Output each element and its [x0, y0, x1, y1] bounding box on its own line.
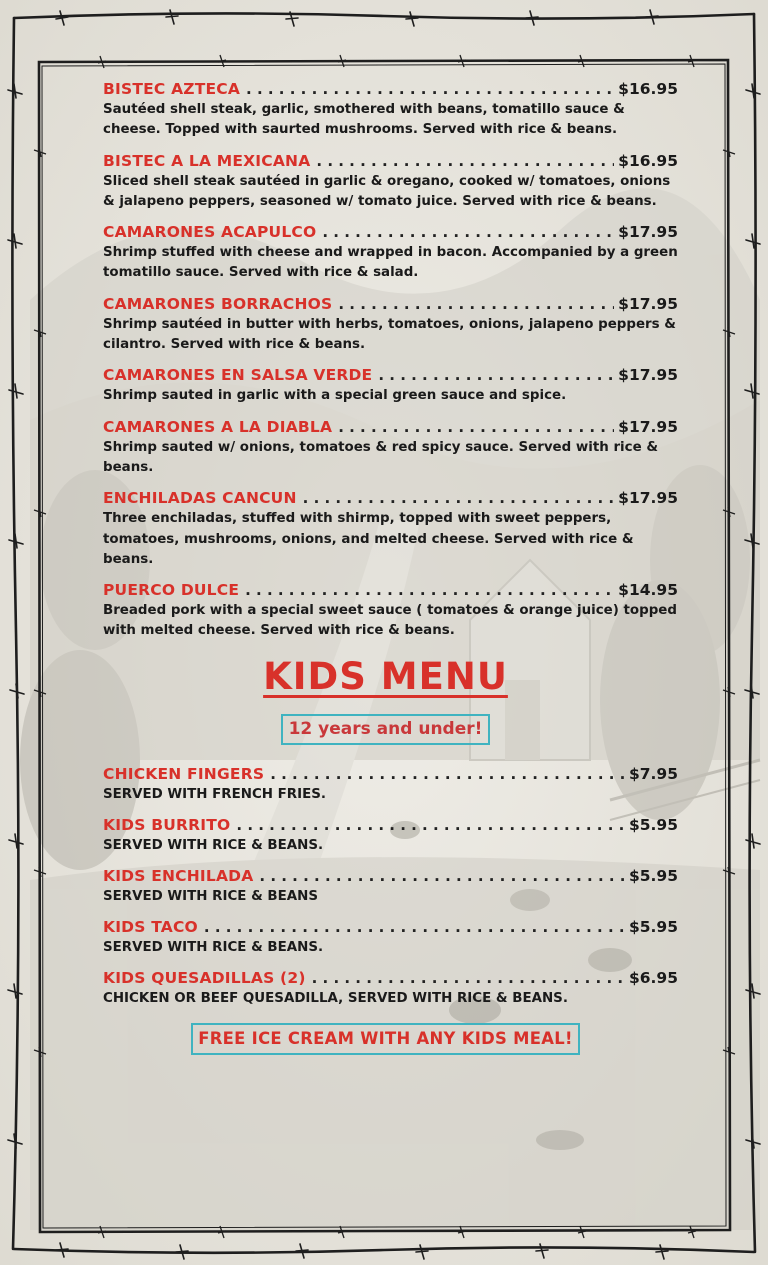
item-description: Sliced shell steak sautéed in garlic & oregano, cooked w/ tomatoes, onions & jalapeno peppers, seasoned w/ tomato juice. Served with rice & beans.	[103, 173, 671, 209]
menu-item-camarones-en-salsa-verde	[103, 364, 678, 406]
free-ice-cream-promo: FREE ICE CREAM WITH ANY KIDS MEAL!	[191, 1023, 579, 1055]
item-description: Sautéed shell steak, garlic, smothered with beans, tomatillo sauce & cheese. Topped with saurted mushrooms. Served with rice & beans.	[103, 102, 625, 138]
item-name: KIDS BURRITO	[103, 815, 231, 834]
menu-item-puerco-dulce	[103, 579, 678, 642]
item-price: $16.95	[618, 151, 678, 170]
item-description: SERVED WITH FRENCH FRIES.	[103, 786, 326, 802]
menu-item-camarones-acapulco	[103, 221, 678, 284]
item-name: PUERCO DULCE	[103, 581, 240, 600]
item-price: $5.95	[628, 866, 678, 885]
kids-menu-subtitle: 12 years and under!	[281, 714, 491, 745]
item-price: $17.95	[618, 223, 678, 242]
item-price: $5.95	[628, 815, 678, 834]
menu-item-enchiladas-cancun	[103, 487, 678, 570]
item-description: Breaded pork with a special sweet sauce ( tomatoes & orange juice) topped with melted cheese. Served with rice & beans.	[103, 603, 677, 639]
item-name: CAMARONES BORRACHOS	[103, 294, 333, 313]
item-price: $17.95	[618, 417, 678, 436]
item-price: $17.95	[618, 366, 678, 385]
kids-item-kids-quesadillas	[103, 967, 678, 1009]
item-name: CAMARONES ACAPULCO	[103, 223, 317, 242]
dot-leader	[338, 416, 614, 438]
item-price: $17.95	[618, 489, 678, 508]
dot-leader	[378, 364, 614, 386]
dot-leader	[303, 487, 615, 509]
kids-item-kids-burrito	[103, 814, 678, 856]
kids-menu-title: KIDS MENU	[263, 654, 508, 698]
dot-leader	[270, 763, 625, 785]
item-description: Shrimp sauted w/ onions, tomatoes & red spicy sauce. Served with rice & beans.	[103, 439, 658, 475]
menu-item-camarones-a-la-diabla	[103, 416, 678, 479]
item-price: $6.95	[628, 968, 678, 987]
item-name: KIDS TACO	[103, 917, 198, 936]
dot-leader	[246, 78, 614, 100]
item-price: $7.95	[628, 764, 678, 783]
promo-box	[93, 1023, 678, 1055]
menu-item-bistec-a-la-mexicana	[103, 150, 678, 213]
item-description: Shrimp sautéed in butter with herbs, tomatoes, onions, jalapeno peppers & cilantro. Served with rice & beans.	[103, 316, 676, 353]
dot-leader	[312, 967, 625, 989]
item-price: $5.95	[628, 917, 678, 936]
item-description: SERVED WITH RICE & BEANS	[103, 888, 318, 904]
item-description: CHICKEN OR BEEF QUESADILLA, SERVED WITH RICE & BEANS.	[103, 990, 568, 1006]
item-name: BISTEC AZTECA	[103, 80, 241, 98]
item-description: Three enchiladas, stuffed with shirmp, topped with sweet peppers, tomatoes, mushrooms, onions, and melted cheese. Served with rice & beans.	[103, 511, 634, 567]
item-name: BISTEC A LA MEXICANA	[103, 151, 311, 170]
dot-leader	[322, 221, 614, 243]
kids-item-kids-enchilada	[103, 865, 678, 907]
dot-leader	[259, 865, 625, 887]
dot-leader	[338, 293, 614, 315]
item-description: SERVED WITH RICE & BEANS.	[103, 837, 324, 853]
item-name: KIDS ENCHILADA	[103, 866, 254, 885]
dot-leader	[204, 916, 625, 938]
menu-item-camarones-borrachos	[103, 293, 678, 356]
dot-leader	[245, 579, 614, 601]
menu-item-bistec-azteca	[103, 78, 678, 141]
menu-content	[103, 78, 678, 1055]
item-description: SERVED WITH RICE & BEANS.	[103, 939, 324, 955]
item-name: CAMARONES EN SALSA VERDE	[103, 366, 373, 385]
item-name: CAMARONES A LA DIABLA	[103, 417, 333, 436]
item-price: $17.95	[618, 294, 678, 313]
dot-leader	[236, 814, 625, 836]
item-name: CHICKEN FINGERS	[103, 764, 265, 783]
item-description: Shrimp stuffed with cheese and wrapped in bacon. Accompanied by a green tomatillo sauce. Served with rice & salad.	[103, 245, 678, 281]
item-description: Shrimp sauted in garlic with a special green sauce and spice.	[103, 388, 567, 404]
kids-item-chicken-fingers	[103, 763, 678, 805]
item-name: ENCHILADAS CANCUN	[103, 489, 297, 508]
item-name: KIDS QUESADILLAS (2)	[103, 968, 306, 987]
item-price: $16.95	[618, 80, 678, 98]
kids-menu-subtitle-box	[93, 714, 678, 745]
kids-item-kids-taco	[103, 916, 678, 958]
item-price: $14.95	[618, 581, 678, 600]
dot-leader	[316, 150, 614, 172]
kids-menu-header	[93, 655, 678, 699]
